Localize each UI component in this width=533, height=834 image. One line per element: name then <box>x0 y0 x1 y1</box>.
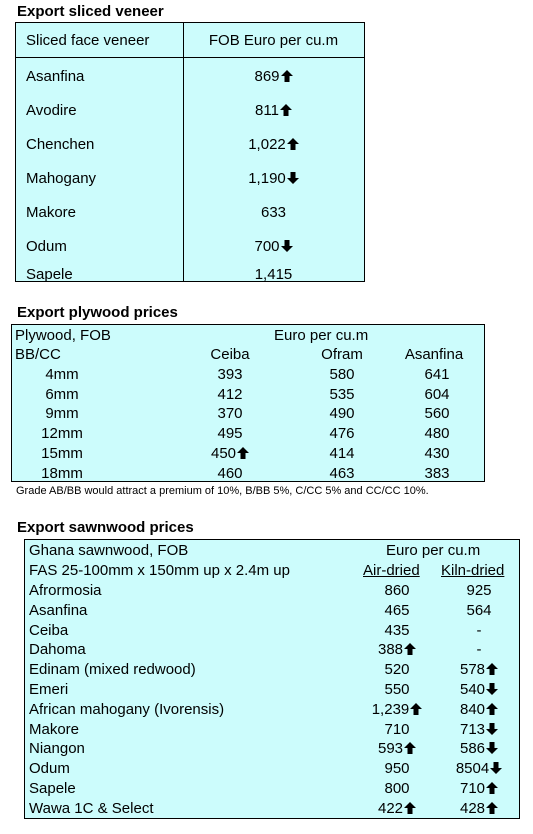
sawnwood-col-air: Air-dried <box>363 562 420 579</box>
arrow-down-icon <box>486 742 498 754</box>
sawnwood-air-value: 435 <box>384 621 410 639</box>
sawnwood-species: Asanfina <box>29 601 88 619</box>
sawnwood-kiln-dried <box>439 582 519 599</box>
sawnwood-species: Makore <box>29 720 80 738</box>
sawnwood-air-dried <box>355 661 439 678</box>
plywood-title: Export plywood prices <box>17 304 178 321</box>
arrow-up-icon <box>486 802 498 814</box>
arrow-up-icon <box>404 802 416 814</box>
sawnwood-kiln-value: 710 <box>459 780 486 797</box>
plywood-asanfina <box>407 425 467 442</box>
veneer-row <box>16 136 364 156</box>
sawnwood-air-value: 550 <box>384 681 410 698</box>
veneer-title: Export sliced veneer <box>17 3 164 20</box>
sawnwood-col-kiln: Kiln-dried <box>441 562 505 579</box>
arrow-up-icon <box>410 703 422 715</box>
sawnwood-kiln-dried <box>439 740 519 757</box>
plywood-ofram <box>312 465 372 482</box>
veneer-price: 633 <box>260 204 287 221</box>
sawnwood-head-left-1: Ghana sawnwood, FOB <box>29 542 189 559</box>
arrow-up-icon <box>486 782 498 794</box>
plywood-size <box>12 366 112 383</box>
sawnwood-air-value: 1,239 <box>371 700 410 718</box>
plywood-asanfina <box>407 445 467 462</box>
arrow-up-icon <box>486 663 498 675</box>
plywood-ofram-text: 463 <box>329 464 355 482</box>
plywood-ceiba <box>200 425 260 442</box>
veneer-price: 1,022 <box>248 136 286 153</box>
sawnwood-species: Edinam (mixed redwood) <box>29 661 196 679</box>
sawnwood-air-dried <box>355 602 439 619</box>
veneer-price: 869 <box>254 68 280 85</box>
plywood-asanfina-text: 480 <box>424 425 450 443</box>
plywood-ceiba <box>200 445 260 462</box>
plywood-ceiba-text: 450 <box>210 444 237 462</box>
sawnwood-kiln-dried <box>439 661 519 678</box>
sawnwood-air-dried <box>355 780 439 797</box>
sawnwood-species: Dahoma <box>29 641 86 659</box>
plywood-ofram-text: 414 <box>329 444 355 462</box>
sawnwood-air-dried <box>355 800 439 817</box>
arrow-down-icon <box>486 683 498 695</box>
veneer-row <box>16 102 364 122</box>
plywood-size <box>12 405 112 422</box>
plywood-ofram-text: 535 <box>329 385 355 403</box>
sawnwood-air-value: 800 <box>384 780 410 797</box>
sawnwood-air-value: 422 <box>377 799 404 817</box>
sawnwood-head-left-2: FAS 25-100mm x 150mm up x 2.4m up <box>29 562 290 579</box>
veneer-species: Avodire <box>26 102 77 119</box>
veneer-price-cell <box>183 238 364 255</box>
sawnwood-kiln-value: 713 <box>459 720 486 738</box>
sawnwood-species: Odum <box>29 760 70 778</box>
plywood-ofram <box>312 425 372 442</box>
sawnwood-air-value: 465 <box>384 601 410 619</box>
sawnwood-kiln-dried <box>439 800 519 817</box>
plywood-ofram-text: 490 <box>329 405 355 423</box>
plywood-ofram-text: 580 <box>329 366 355 383</box>
sawnwood-air-value: 710 <box>384 720 410 738</box>
sawnwood-air-dried <box>355 622 439 639</box>
arrow-up-icon <box>281 70 293 82</box>
plywood-head-left-1: Plywood, FOB <box>15 327 111 344</box>
veneer-table <box>15 22 365 282</box>
plywood-ceiba <box>200 405 260 422</box>
veneer-price: 811 <box>255 102 279 119</box>
plywood-ceiba-text: 460 <box>217 464 243 482</box>
veneer-species: Asanfina <box>26 68 85 85</box>
sawnwood-kiln-value: 840 <box>459 700 486 718</box>
plywood-ofram <box>312 386 372 403</box>
plywood-ceiba <box>200 366 260 383</box>
plywood-asanfina-text: 604 <box>424 385 450 403</box>
sawnwood-air-value: 950 <box>384 760 410 778</box>
plywood-head-unit: Euro per cu.m <box>274 327 369 344</box>
sawnwood-air-dried <box>355 721 439 738</box>
plywood-head-left-2: BB/CC <box>15 346 61 363</box>
arrow-up-icon <box>486 703 498 715</box>
veneer-price-cell <box>183 68 364 85</box>
plywood-ofram <box>312 405 372 422</box>
sawnwood-air-dried <box>355 701 439 718</box>
plywood-ceiba-text: 495 <box>217 425 243 443</box>
plywood-table <box>11 324 485 482</box>
veneer-price-cell <box>183 170 364 187</box>
veneer-row <box>16 204 364 224</box>
sawnwood-species: Ceiba <box>29 621 69 639</box>
plywood-size-text: 15mm <box>41 444 83 462</box>
sawnwood-air-dried <box>355 582 439 599</box>
plywood-ceiba <box>200 465 260 482</box>
plywood-size-text: 6mm <box>45 385 79 403</box>
sawnwood-kiln-value: 586 <box>459 740 486 758</box>
sawnwood-air-dried <box>355 760 439 777</box>
plywood-ceiba-text: 370 <box>217 405 243 423</box>
sawnwood-table <box>24 539 520 819</box>
plywood-size <box>12 386 112 403</box>
veneer-header <box>16 23 364 58</box>
veneer-species: Sapele <box>26 266 73 283</box>
plywood-col-asanfina: Asanfina <box>404 346 464 363</box>
sawnwood-kiln-dried <box>439 780 519 797</box>
plywood-size <box>12 425 112 442</box>
plywood-col-ofram: Ofram <box>321 346 363 363</box>
plywood-ceiba <box>200 386 260 403</box>
veneer-row <box>16 266 364 286</box>
plywood-asanfina <box>407 465 467 482</box>
sawnwood-title: Export sawnwood prices <box>17 519 194 536</box>
sawnwood-air-value: 593 <box>377 740 404 758</box>
veneer-price-cell <box>183 204 364 221</box>
sawnwood-kiln-value: - <box>476 641 482 659</box>
sawnwood-air-dried <box>355 681 439 698</box>
veneer-price: 700 <box>254 238 280 255</box>
veneer-price-cell <box>183 266 364 283</box>
sawnwood-kiln-dried <box>439 681 519 698</box>
plywood-asanfina-text: 560 <box>424 405 450 423</box>
sawnwood-kiln-value: 8504 <box>455 760 490 778</box>
veneer-species: Makore <box>26 204 77 221</box>
plywood-asanfina <box>407 366 467 383</box>
plywood-asanfina <box>407 405 467 422</box>
sawnwood-species: African mahogany (Ivorensis) <box>29 700 225 718</box>
sawnwood-air-dried <box>355 641 439 658</box>
sawnwood-kiln-value: 925 <box>466 582 492 599</box>
sawnwood-kiln-value: 540 <box>459 681 486 698</box>
arrow-down-icon <box>287 172 299 184</box>
veneer-species: Mahogany <box>26 170 97 187</box>
plywood-asanfina-text: 641 <box>424 366 450 383</box>
veneer-row <box>16 170 364 190</box>
sawnwood-kiln-dried <box>439 641 519 658</box>
sawnwood-kiln-value: - <box>476 621 482 639</box>
arrow-up-icon <box>404 643 416 655</box>
sawnwood-kiln-value: 428 <box>459 799 486 817</box>
plywood-size-text: 12mm <box>41 425 83 443</box>
plywood-ceiba-text: 393 <box>217 366 243 383</box>
veneer-species: Chenchen <box>26 136 95 153</box>
plywood-ceiba-text: 412 <box>217 385 243 403</box>
arrow-up-icon <box>287 138 299 150</box>
arrow-down-icon <box>281 240 293 252</box>
plywood-col-ceiba: Ceiba <box>210 346 250 363</box>
plywood-ofram-text: 476 <box>329 425 355 443</box>
veneer-species: Odum <box>26 238 67 255</box>
veneer-col-name: Sliced face veneer <box>26 32 150 49</box>
veneer-row <box>16 68 364 88</box>
sawnwood-kiln-dried <box>439 622 519 639</box>
sawnwood-kiln-dried <box>439 760 519 777</box>
sawnwood-species: Sapele <box>29 780 76 797</box>
sawnwood-air-value: 520 <box>384 661 410 679</box>
sawnwood-species: Afrormosia <box>29 582 102 599</box>
veneer-row <box>16 238 364 258</box>
veneer-col-price: FOB Euro per cu.m <box>208 32 339 49</box>
veneer-price-cell <box>183 136 364 153</box>
plywood-size <box>12 465 112 482</box>
arrow-up-icon <box>280 104 292 116</box>
plywood-asanfina-text: 383 <box>424 464 450 482</box>
arrow-up-icon <box>237 447 249 459</box>
sawnwood-kiln-value: 578 <box>459 661 486 679</box>
sawnwood-species: Wawa 1C & Select <box>29 799 154 817</box>
plywood-ofram <box>312 366 372 383</box>
plywood-size-text: 9mm <box>45 405 79 423</box>
plywood-size-text: 18mm <box>41 464 83 482</box>
plywood-ofram <box>312 445 372 462</box>
veneer-price: 1,190 <box>248 170 286 187</box>
sawnwood-kiln-dried <box>439 701 519 718</box>
veneer-price: 1,415 <box>254 266 293 283</box>
plywood-size-text: 4mm <box>45 366 79 383</box>
sawnwood-air-value: 388 <box>377 641 404 659</box>
plywood-size <box>12 445 112 462</box>
sawnwood-species: Niangon <box>29 740 85 758</box>
sawnwood-air-dried <box>355 740 439 757</box>
arrow-down-icon <box>486 723 498 735</box>
veneer-price-cell <box>183 102 364 119</box>
plywood-asanfina <box>407 386 467 403</box>
plywood-grade-note: Grade AB/BB would attract a premium of 10%, B/BB 5%, C/CC 5% and CC/CC 10%. <box>16 485 429 497</box>
sawnwood-kiln-dried <box>439 602 519 619</box>
arrow-up-icon <box>404 742 416 754</box>
plywood-asanfina-text: 430 <box>424 444 450 462</box>
sawnwood-air-value: 860 <box>384 582 410 599</box>
sawnwood-kiln-dried <box>439 721 519 738</box>
sawnwood-kiln-value: 564 <box>466 601 492 619</box>
arrow-down-icon <box>490 762 502 774</box>
sawnwood-species: Emeri <box>29 681 69 698</box>
sawnwood-head-unit: Euro per cu.m <box>386 542 481 559</box>
